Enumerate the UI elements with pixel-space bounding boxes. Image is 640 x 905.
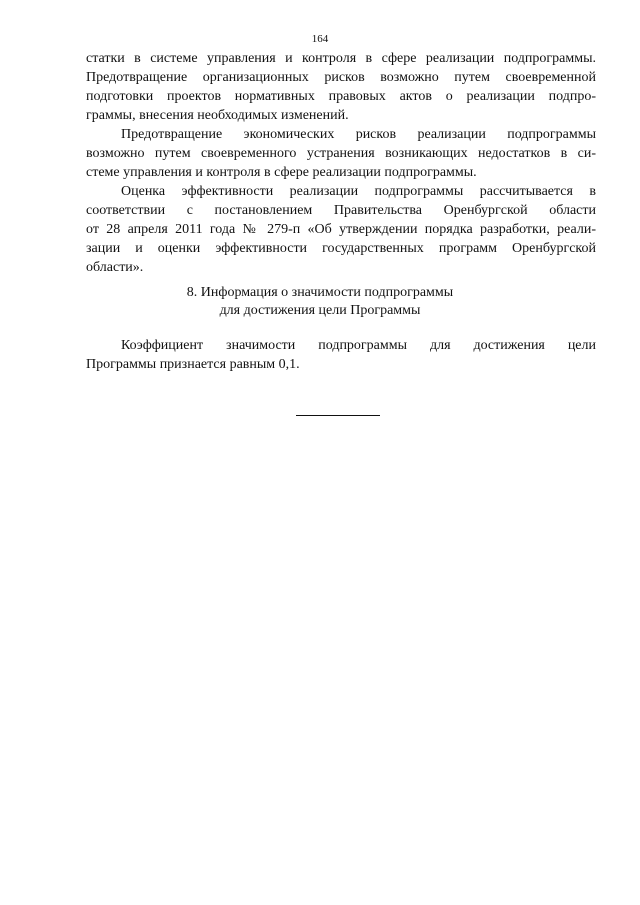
paragraph-line: соответствии с постановлением Правительства Оренбургской области	[86, 203, 596, 218]
paragraph-line: Программы признается равным 0,1.	[86, 357, 300, 372]
paragraph-line: Предотвращение экономических рисков реализации подпрограммы	[121, 127, 596, 142]
paragraph-line: возможно путем своевременного устранения возникающих недостатков в си-	[86, 146, 596, 161]
paragraph-line: области».	[86, 260, 144, 275]
section-heading-line-2: для достижения цели Программы	[219, 303, 421, 318]
end-divider-rule	[296, 415, 380, 416]
paragraph-line: Коэффициент значимости подпрограммы для достижения цели	[121, 338, 596, 353]
paragraph-line: граммы, внесения необходимых изменений.	[86, 108, 349, 123]
paragraph-line: стеме управления и контроля в сфере реализации подпрограммы.	[86, 165, 477, 180]
paragraph-line: от 28 апреля 2011 года № 279-п «Об утверждении порядка разработки, реали-	[86, 222, 596, 237]
paragraph-line: Предотвращение организационных рисков возможно путем своевременной	[86, 70, 596, 85]
page-number: 164	[311, 33, 329, 45]
paragraph-line: Оценка эффективности реализации подпрограммы рассчитывается в	[121, 184, 596, 199]
section-heading-line-1: 8. Информация о значимости подпрограммы	[186, 285, 454, 300]
paragraph-line: зации и оценки эффективности государственных программ Оренбургской	[86, 241, 596, 256]
paragraph-line: статки в системе управления и контроля в сфере реализации подпрограммы.	[86, 51, 596, 66]
paragraph-line: подготовки проектов нормативных правовых актов о реализации подпро-	[86, 89, 596, 104]
